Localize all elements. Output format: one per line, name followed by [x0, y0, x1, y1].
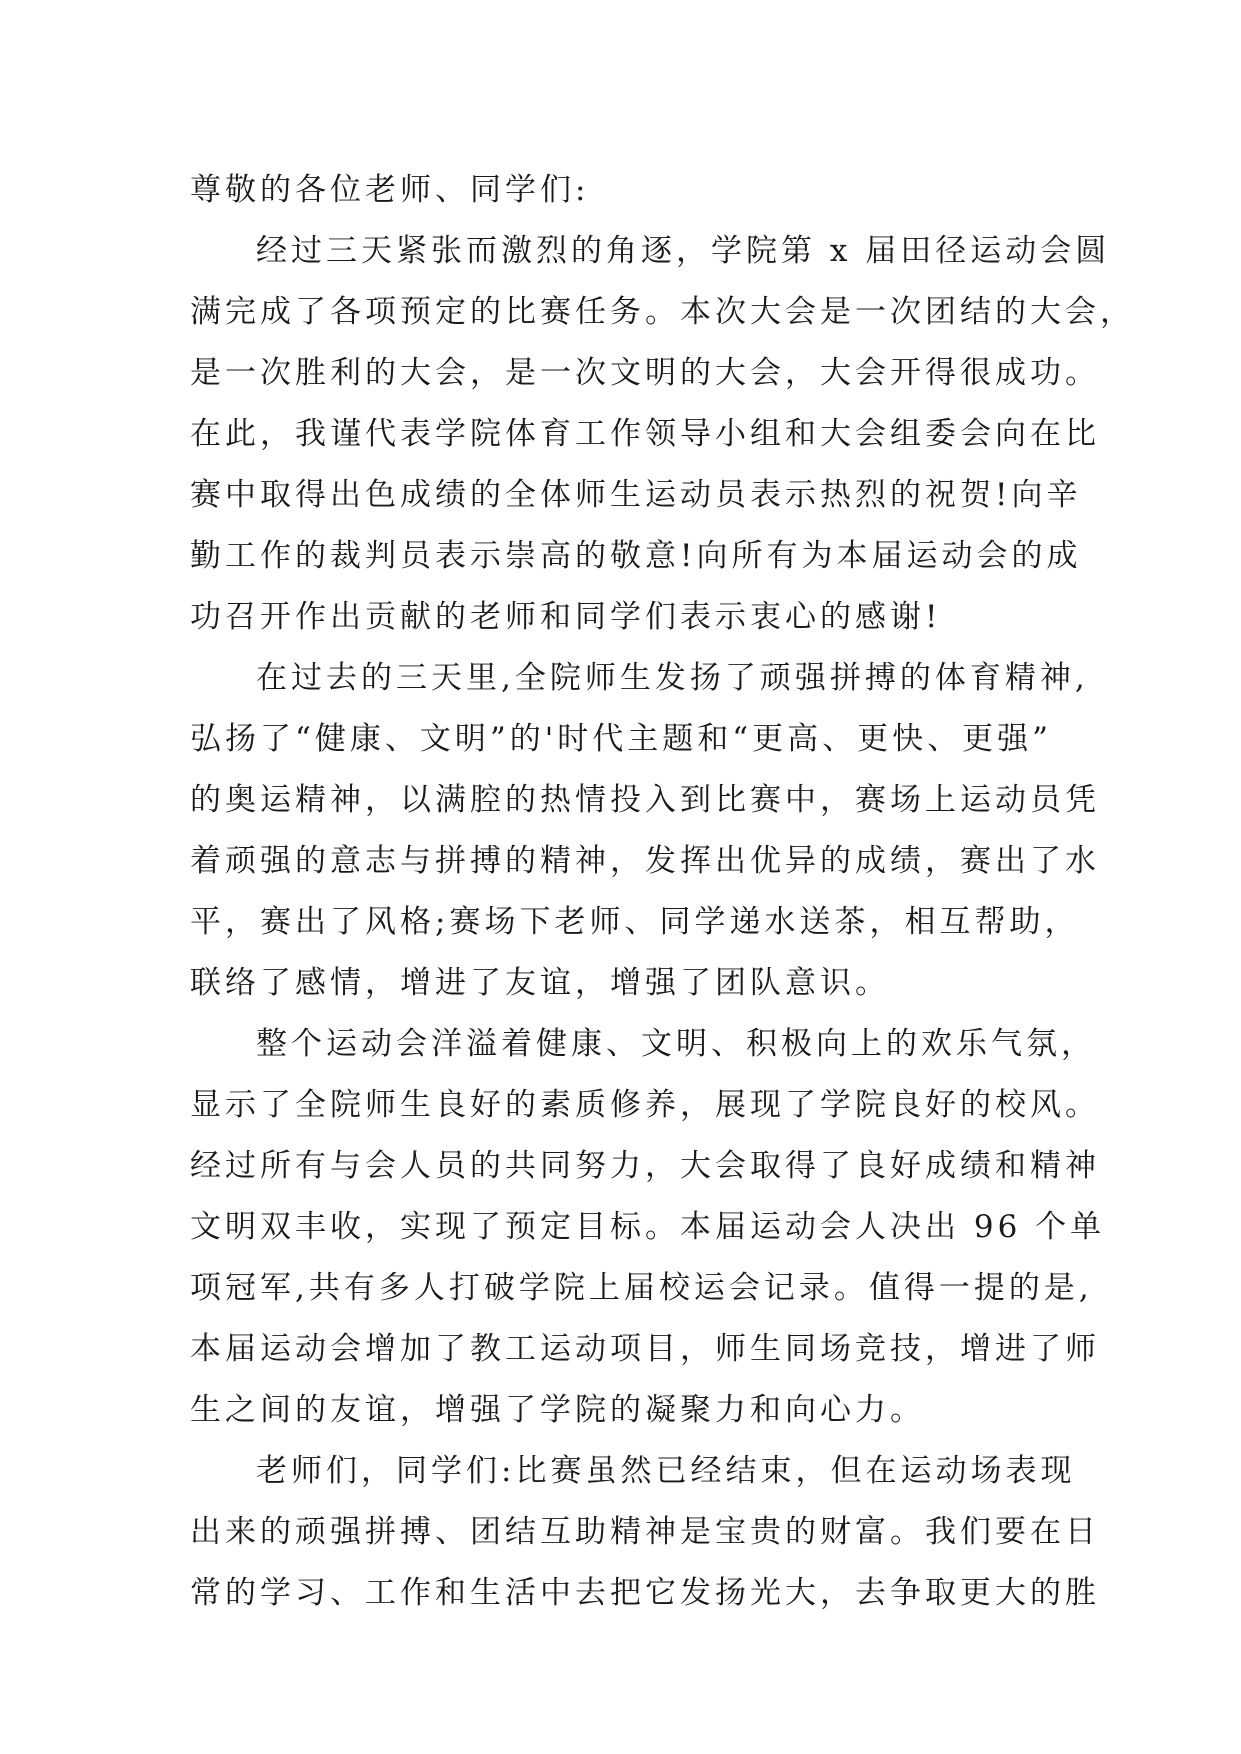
paragraph-line: 显示了全院师生良好的素质修养，展现了学院良好的校风。: [190, 1087, 1100, 1123]
paragraph-line: 老师们，同学们:比赛虽然已经结束，但在运动场表现: [256, 1453, 1076, 1489]
paragraph-1: [190, 221, 1135, 648]
paragraph-line: 在过去的三天里,全院师生发扬了顽强拼搏的体育精神,: [256, 660, 1089, 696]
paragraph-line: 勤工作的裁判员表示崇高的敬意!向所有为本届运动会的成: [190, 538, 1082, 574]
paragraph-line: 经过所有与会人员的共同努力，大会取得了良好成绩和精神: [190, 1148, 1100, 1184]
paragraph-line: 文明双丰收，实现了预定目标。本届运动会人决出 96 个单: [190, 1209, 1106, 1245]
paragraph-line: 赛中取得出色成绩的全体师生运动员表示热烈的祝贺!向辛: [190, 477, 1082, 513]
salutation: 尊敬的各位老师、同学们:: [190, 172, 590, 208]
paragraph-line: 生之间的友谊，增强了学院的凝聚力和向心力。: [190, 1392, 925, 1428]
paragraph-line: 常的学习、工作和生活中去把它发扬光大，去争取更大的胜: [190, 1575, 1100, 1611]
paragraph-line: 项冠军,共有多人打破学院上届校运会记录。值得一提的是,: [190, 1270, 1093, 1306]
paragraph-line: 联络了感情，增进了友谊，增强了团队意识。: [190, 965, 890, 1001]
paragraph-line: 着顽强的意志与拼搏的精神，发挥出优异的成绩，赛出了水: [190, 843, 1100, 879]
paragraph-3: [190, 1014, 1106, 1441]
paragraph-line: 整个运动会洋溢着健康、文明、积极向上的欢乐气氛，: [256, 1026, 1096, 1062]
paragraph-line: 的奥运精神，以满腔的热情投入到比赛中，赛场上运动员凭: [190, 782, 1100, 818]
paragraph-line: 功召开作出贡献的老师和同学们表示衷心的感谢!: [190, 599, 942, 635]
paragraph-line: 满完成了各项预定的比赛任务。本次大会是一次团结的大会，: [190, 294, 1135, 330]
document-body: [190, 160, 1135, 1624]
paragraph-line: 是一次胜利的大会，是一次文明的大会，大会开得很成功。: [190, 355, 1100, 391]
paragraph-line: 弘扬了“健康、文明”的'时代主题和“更高、更快、更强”: [190, 721, 1052, 757]
paragraph-line: 在此，我谨代表学院体育工作领导小组和大会组委会向在比: [190, 416, 1100, 452]
paragraph-line: 本届运动会增加了教工运动项目，师生同场竞技，增进了师: [190, 1331, 1100, 1367]
paragraph-line: 平，赛出了风格;赛场下老师、同学递水送茶，相互帮助，: [190, 904, 1080, 940]
paragraph-line: 经过三天紧张而激烈的角逐，学院第 x 届田径运动会圆: [256, 233, 1111, 269]
paragraph-line: 出来的顽强拼搏、团结互助精神是宝贵的财富。我们要在日: [190, 1514, 1100, 1550]
paragraph-4: [190, 1441, 1100, 1624]
paragraph-2: [190, 648, 1100, 1014]
